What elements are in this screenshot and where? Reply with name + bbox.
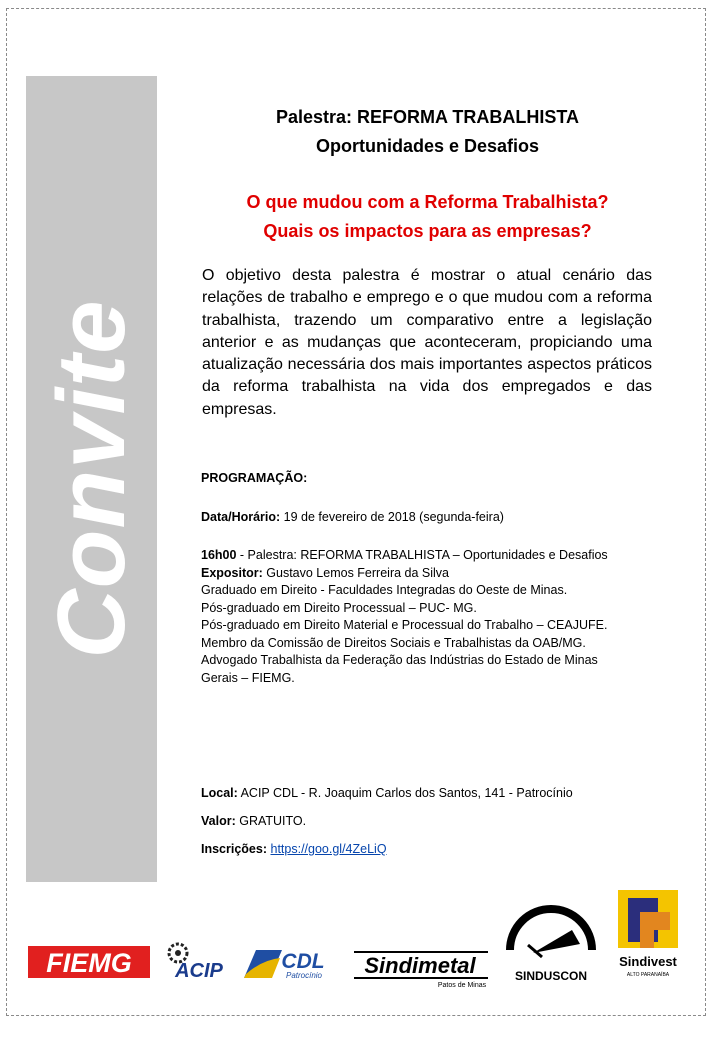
program-heading: PROGRAMAÇÃO: bbox=[201, 471, 308, 485]
fiemg-logo-text: FIEMG bbox=[46, 948, 132, 978]
sindivest-logo-text: Sindivest bbox=[619, 954, 677, 969]
sinduscon-logo bbox=[510, 909, 592, 983]
intro-paragraph: O objetivo desta palestra é mostrar o atual cenário das relações de trabalho e emprego e o que mudou com a reforma trabalhista, trazendo um comparativo entre a legislação anterior e as mudanças que aconteceram, propiciando uma atualização necessária dos mais importantes aspectos práticos da reforma trabalhista na vida dos empregados e das empresas. bbox=[202, 267, 652, 418]
speaker-label: Expositor: bbox=[201, 565, 263, 580]
sindimetal-logo-subtext: Patos de Minas bbox=[437, 982, 487, 989]
speaker-value: Gustavo Lemos Ferreira da Silva bbox=[262, 565, 450, 580]
price-label: Valor: bbox=[201, 814, 236, 828]
sindimetal-logo-text: Sindimetal bbox=[364, 953, 476, 978]
sidebar-title: Convite bbox=[37, 299, 145, 659]
cdl-logo bbox=[244, 950, 325, 980]
acip-logo bbox=[169, 944, 224, 982]
page-subtitle: Oportunidades e Desafios bbox=[315, 136, 540, 156]
sindivest-logo-subtext: ALTO PARANAÍBA bbox=[626, 972, 670, 978]
signup-link[interactable]: https://goo.gl/4ZeLiQ bbox=[270, 842, 387, 856]
question-line-1: O que mudou com a Reforma Trabalhista? bbox=[246, 192, 609, 212]
local-label: Local: bbox=[201, 786, 238, 800]
date-label: Data/Horário: bbox=[201, 510, 281, 524]
price-value: GRATUITO. bbox=[235, 814, 307, 828]
speaker-cv-2: Pós-graduado em Direito Processual – PUC- MG. bbox=[201, 600, 477, 615]
cdl-logo-subtext: Patrocínio bbox=[285, 971, 323, 980]
sindivest-logo bbox=[618, 890, 678, 978]
sinduscon-logo-text: SINDUSCON bbox=[514, 969, 588, 983]
cdl-logo-text: CDL bbox=[281, 950, 325, 973]
acip-logo-text: ACIP bbox=[175, 960, 223, 982]
sindimetal-logo bbox=[354, 952, 488, 989]
speaker-cv-3: Pós-graduado em Direito Material e Processual do Trabalho – CEAJUFE. bbox=[201, 618, 608, 632]
page-title: Palestra: REFORMA TRABALHISTA bbox=[275, 107, 580, 127]
local-value: ACIP CDL - R. Joaquim Carlos dos Santos, 141 - Patrocínio bbox=[237, 786, 573, 800]
signup-label: Inscrições: bbox=[201, 842, 268, 856]
time-label: 16h00 bbox=[201, 548, 237, 562]
speaker-cv-5: Advogado Trabalhista da Federação das Indústrias do Estado de Minas Gerais – FIEMG. bbox=[201, 653, 598, 685]
fiemg-logo bbox=[28, 946, 150, 978]
date-value: 19 de fevereiro de 2018 (segunda-feira) bbox=[280, 510, 504, 524]
question-line-2: Quais os impactos para as empresas? bbox=[263, 221, 592, 241]
time-value: - Palestra: REFORMA TRABALHISTA – Oportunidades e Desafios bbox=[236, 548, 608, 562]
speaker-cv-1: Graduado em Direito - Faculdades Integradas do Oeste de Minas. bbox=[201, 583, 568, 597]
speaker-cv-4: Membro da Comissão de Direitos Sociais e Trabalhistas da OAB/MG. bbox=[201, 635, 586, 650]
